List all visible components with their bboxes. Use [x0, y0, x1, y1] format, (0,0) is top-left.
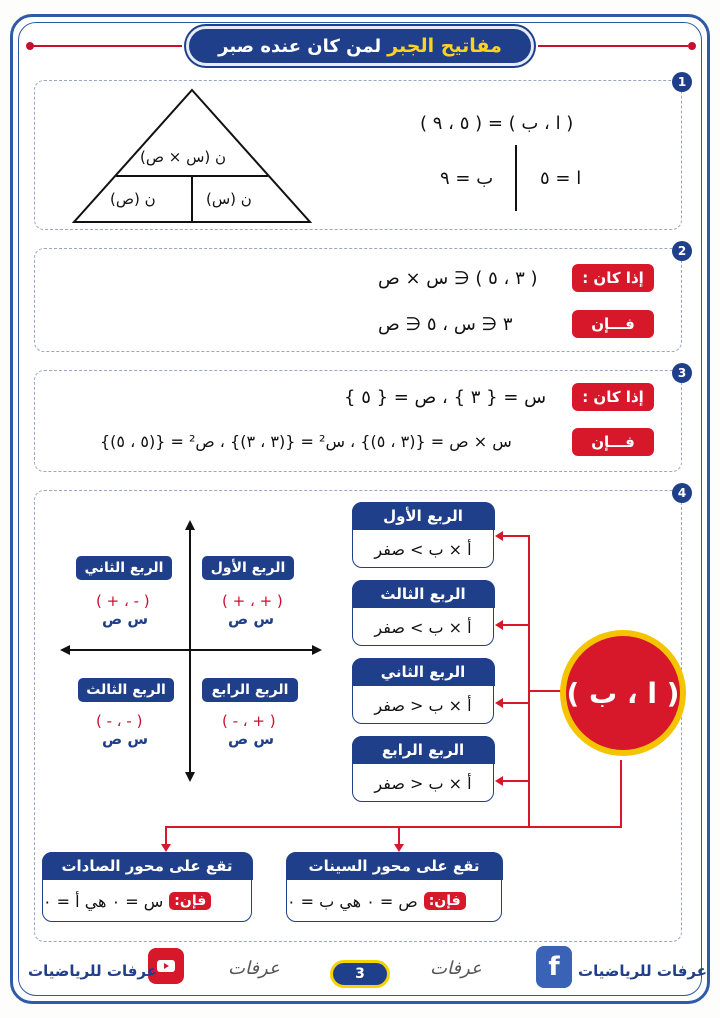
point-label: ( ا ، ب ) — [566, 676, 680, 710]
connector-q2 — [502, 702, 529, 704]
y-axis-box-body: س = ٠ هي أ = ٠ — [43, 891, 164, 911]
connector-bottom — [165, 826, 622, 828]
title-line-left — [32, 45, 182, 47]
triangle-left-label: ن (ص) — [110, 190, 156, 208]
section-3-line-1: س = { ٣ } ، ص = { ٥ } — [344, 387, 547, 408]
y-axis-box-tag: فإن: — [169, 892, 211, 910]
footer-logo-left: عرفات — [228, 958, 280, 979]
section-2-line-2: ٣ ∈ س ، ٥ ∈ ص — [378, 314, 513, 335]
quadrant-2-label: الربع الثاني — [76, 556, 172, 580]
title-line-right — [538, 45, 688, 47]
quadrant-4-label: الربع الرابع — [202, 678, 298, 702]
connector-y-axis — [165, 826, 167, 846]
pair-equation: ( ا ، ب ) = ( ٥ ، ٩ ) — [420, 113, 574, 134]
connector-q3 — [502, 624, 529, 626]
rule-box-q4-body: أ × ب < صفر — [374, 773, 472, 793]
section-3-line-2: س × ص = {(٣ ، ٥)} ، س² = {(٣ ، ٣)} ، ص² = {(٥ ، ٥)} — [100, 432, 512, 451]
triangle-top-label: ن (س × ص) — [140, 148, 227, 166]
point-circle — [566, 636, 680, 750]
pair-divider — [515, 145, 517, 211]
section-2-number: 2 — [672, 241, 692, 261]
connector-x-axis — [398, 826, 400, 846]
rule-box-q1-body: أ × ب > صفر — [374, 539, 472, 559]
title-main: مفاتيح الجبر — [387, 35, 502, 57]
x-axis-box-head: تقع على محور السينات — [286, 852, 503, 880]
b-value: ب = ٩ — [440, 168, 494, 189]
quadrant-1-vars: س ص — [228, 610, 275, 628]
quadrant-4-signs: ( + ، - ) — [222, 712, 276, 730]
section-2-if-label: إذا كان : — [572, 264, 654, 292]
rule-box-q4-head: الربع الرابع — [352, 736, 495, 764]
connector-q1 — [502, 535, 529, 537]
x-axis-box-tag: فإن: — [424, 892, 466, 910]
quadrant-3-signs: ( - ، - ) — [96, 712, 143, 730]
title-dot-right — [688, 42, 696, 50]
x-axis-box-body-row — [287, 881, 501, 921]
quadrant-2-vars: س ص — [102, 610, 149, 628]
quadrant-3-label: الربع الثالث — [78, 678, 174, 702]
quadrant-1-signs: ( + ، + ) — [222, 592, 283, 610]
rule-box-q2 — [352, 658, 494, 724]
y-axis-box-head: تقع على محور الصادات — [42, 852, 253, 880]
section-1-number: 1 — [672, 72, 692, 92]
arrow-y-axis — [161, 844, 171, 852]
rule-box-q2-body: أ × ب < صفر — [374, 695, 472, 715]
rule-box-q3-body: أ × ب > صفر — [374, 617, 472, 637]
section-3-number: 3 — [672, 363, 692, 383]
footer-facebook-brand[interactable]: عرفات للرياضيات — [578, 962, 708, 980]
arrow-q4 — [495, 776, 503, 786]
page-number: 3 — [330, 960, 390, 988]
page-title — [186, 26, 534, 66]
quadrant-4-vars: س ص — [228, 730, 275, 748]
section-3-then-label: فـــإن — [572, 428, 654, 456]
section-4-number: 4 — [672, 483, 692, 503]
rule-box-q1-head: الربع الأول — [352, 502, 495, 530]
rule-box-q2-head: الربع الثاني — [352, 658, 495, 686]
connector-q4 — [502, 780, 529, 782]
arrow-q1 — [495, 531, 503, 541]
arrow-x-axis — [394, 844, 404, 852]
arrow-q3 — [495, 620, 503, 630]
connector-point-down — [620, 760, 622, 828]
rule-box-q3-head: الربع الثالث — [352, 580, 495, 608]
triangle-right-label: ن (س) — [206, 190, 252, 208]
footer-youtube-brand[interactable]: عرفات للرياضيات — [28, 962, 158, 980]
y-axis-box-body-row — [43, 881, 251, 921]
section-2-line-1: ( ٣ ، ٥ ) ∈ س × ص — [378, 268, 538, 289]
y-axis-box — [42, 852, 252, 922]
arrow-q2 — [495, 698, 503, 708]
facebook-icon[interactable]: f — [536, 946, 572, 988]
footer-logo-right: عرفات — [430, 958, 482, 979]
section-2-then-label: فـــإن — [572, 310, 654, 338]
a-value: ا = ٥ — [540, 168, 582, 189]
quadrant-1-label: الربع الأول — [202, 556, 294, 580]
connector-vertical — [528, 535, 530, 827]
quadrant-2-signs: ( - ، + ) — [96, 592, 150, 610]
section-3-if-label: إذا كان : — [572, 383, 654, 411]
rule-box-q4 — [352, 736, 494, 802]
x-axis-box — [286, 852, 502, 922]
rule-box-q1 — [352, 502, 494, 568]
quadrant-3-vars: س ص — [102, 730, 149, 748]
x-axis-box-body: ص = ٠ هي ب = ٠ — [287, 891, 418, 911]
title-sub: لمن كان عنده صبر — [218, 35, 382, 57]
rule-box-q3 — [352, 580, 494, 646]
